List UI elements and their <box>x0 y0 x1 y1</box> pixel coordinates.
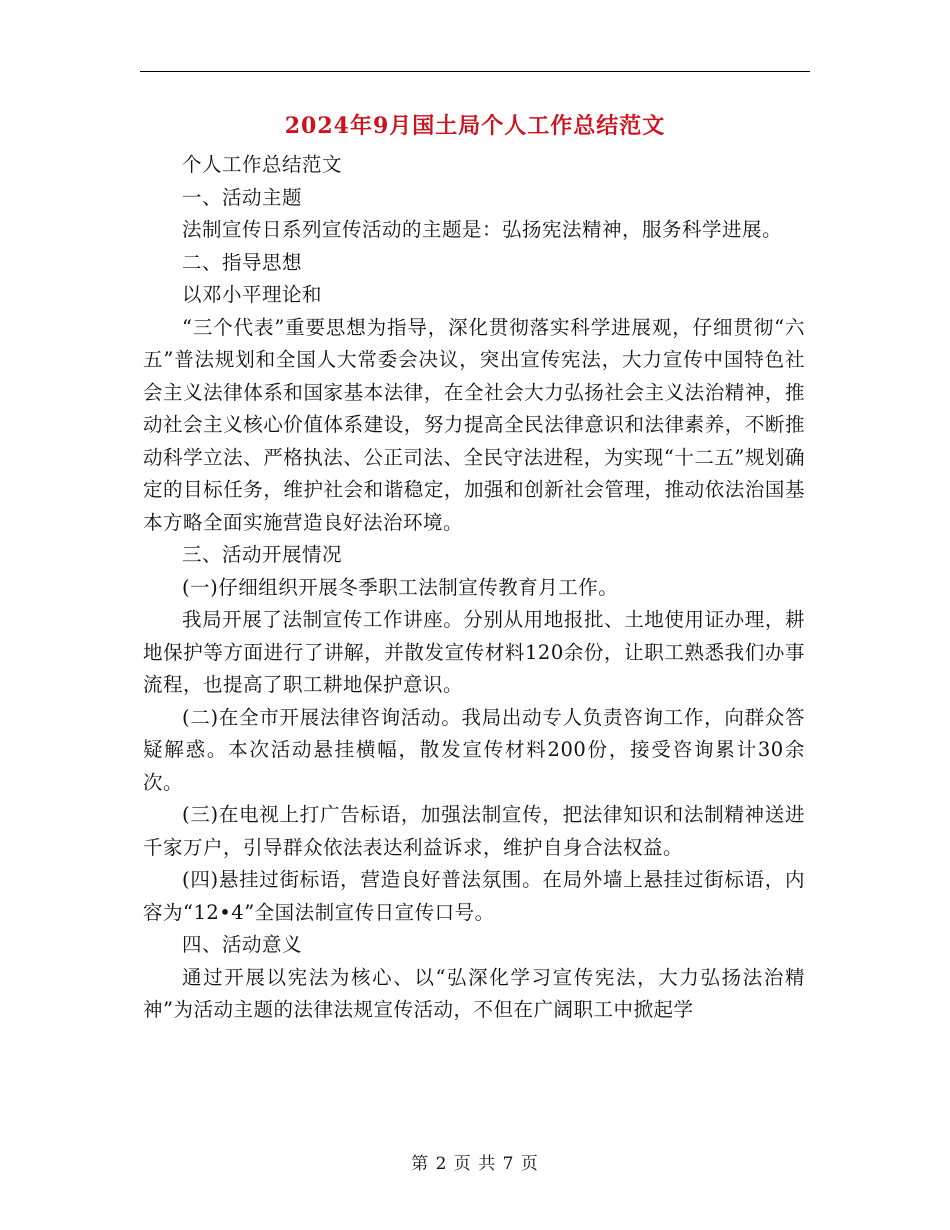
section-heading: 三、活动开展情况 <box>182 543 343 566</box>
section-heading: 一、活动主题 <box>182 185 303 209</box>
page-number: 第 2 页 共 7 页 <box>411 1154 539 1174</box>
paragraph: 以邓小平理论和 <box>182 283 323 306</box>
section-heading: 二、指导思想 <box>182 250 303 274</box>
paragraph: (二)在全市开展法律咨询活动。我局出动专人负责咨询工作，向群众答疑解惑。本次活动悬挂横幅，散发宣传材料200份，接受咨询累计30余次。 <box>143 705 805 794</box>
paragraph: 我局开展了法制宣传工作讲座。分别从用地报批、土地使用证办理，耕地保护等方面进行了讲解，并散发宣传材料120余份，让职工熟悉我们办事流程，也提高了职工耕地保护意识。 <box>143 608 805 696</box>
document-body <box>143 149 805 1027</box>
paragraph: (三)在电视上打广告标语，加强法制宣传，把法律知识和法制精神送进千家万户，引导群众依法表达利益诉求，维护自身合法权益。 <box>143 803 805 859</box>
paragraph: 法制宣传日系列宣传活动的主题是：弘扬宪法精神，服务科学进展。 <box>182 218 783 241</box>
paragraph: 通过开展以宪法为核心、以“弘深化学习宣传宪法，大力弘扬法治精神”为活动主题的法律法规宣传活动，不但在广阔职工中掀起学 <box>143 965 805 1021</box>
paragraph: 个人工作总结范文 <box>182 153 343 176</box>
paragraph: (四)悬挂过街标语，营造良好普法氛围。在局外墙上悬挂过街标语，内容为“12•4”全国法制宣传日宣传口号。 <box>143 868 805 924</box>
header-rule <box>140 71 810 72</box>
section-heading: 四、活动意义 <box>182 933 303 956</box>
document-title: 2024年9月国土局个人工作总结范文 <box>284 113 666 139</box>
paragraph: (一)仔细组织开展冬季职工法制宣传教育月工作。 <box>182 575 619 599</box>
paragraph: “三个代表”重要思想为指导，深化贯彻落实科学进展观，仔细贯彻“六五”普法规划和全国人大常委会决议，突出宣传宪法，大力宣传中国特色社会主义法律体系和国家基本法律，在全社会大力弘扬社会主义法治精神，推动社会主义核心价值体系建设，努力提高全民法律意识和法律素养，不断推动科学立法、严格执法、公正司法、全民守法进程，为实现“十二五”规划确定的目标任务，维护社会和谐稳定，加强和创新社会管理，推动依法治国基本方略全面实施营造良好法治环境。 <box>143 315 805 534</box>
